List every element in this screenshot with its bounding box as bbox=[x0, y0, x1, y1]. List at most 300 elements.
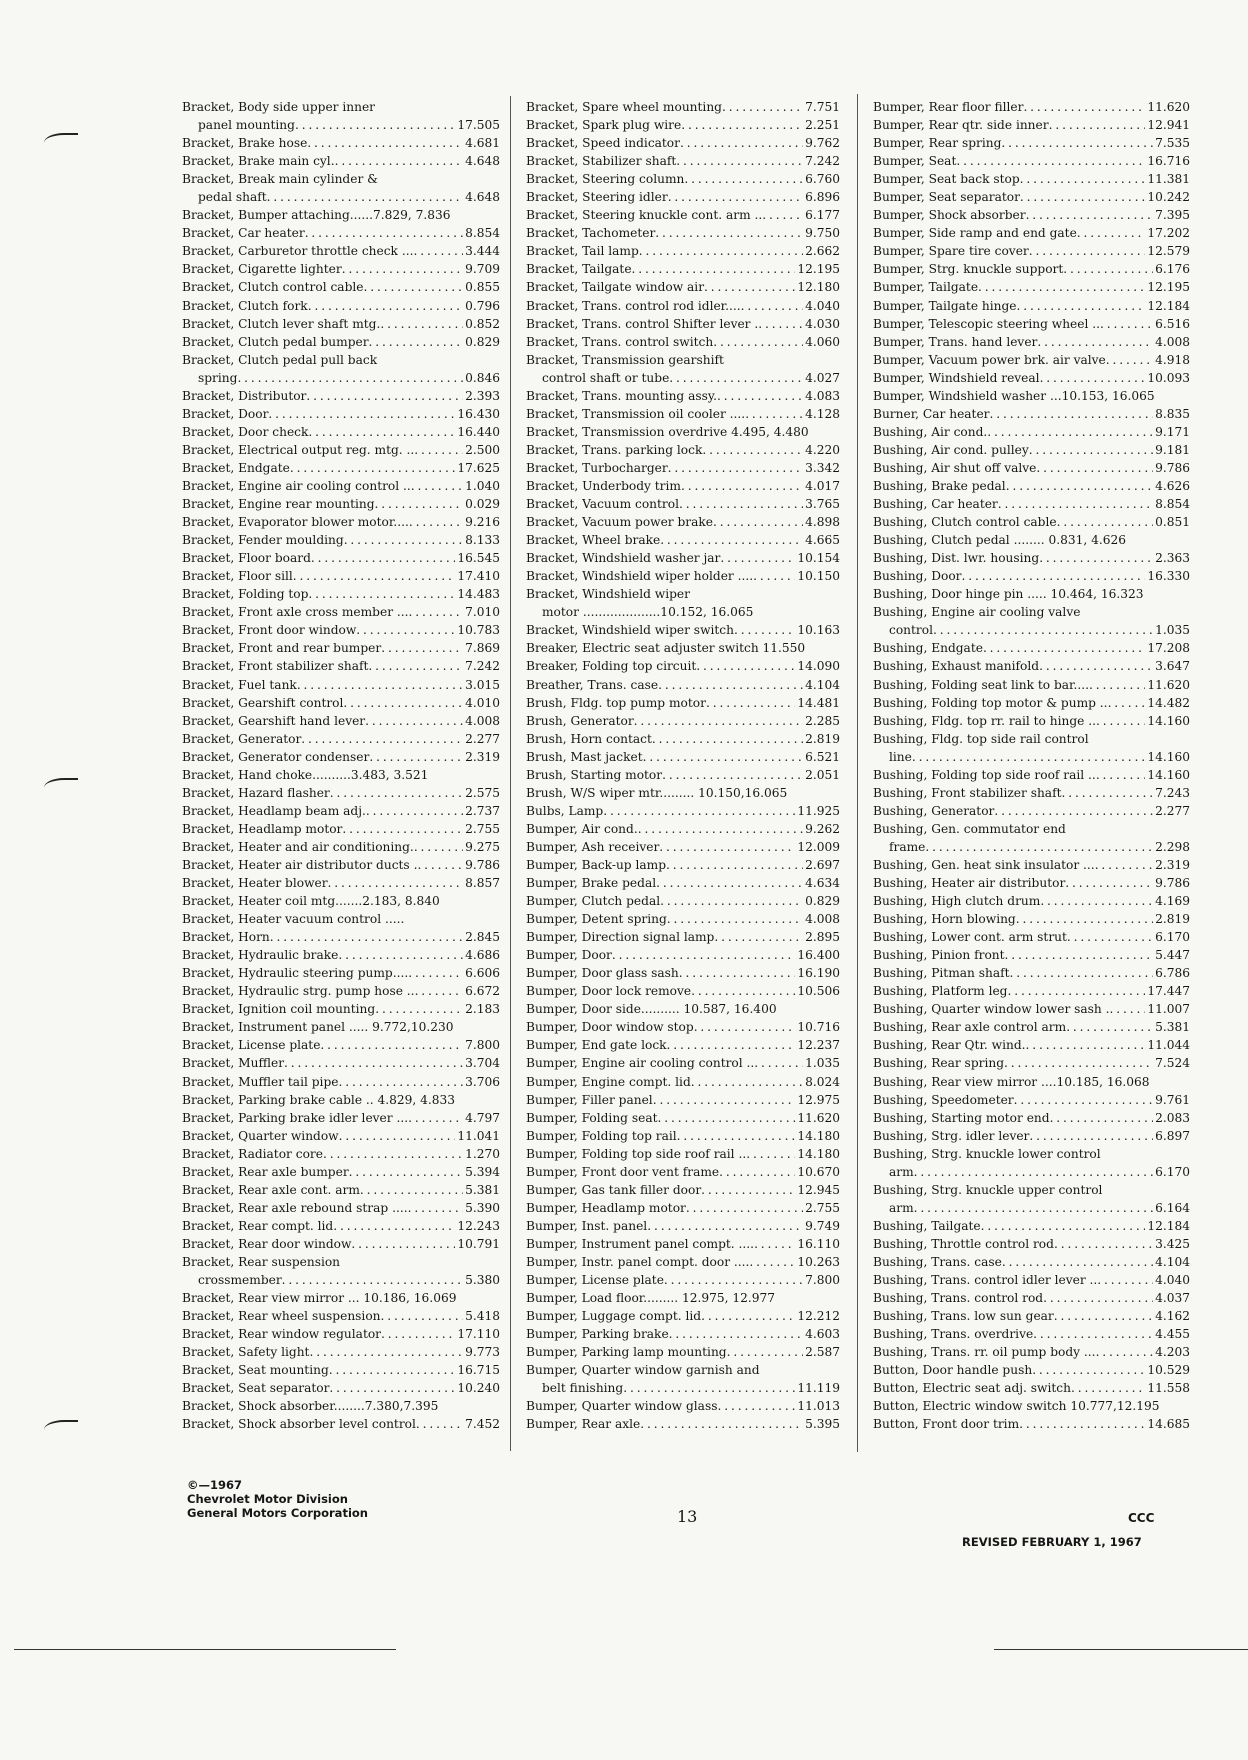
entry-reference: 7.524 bbox=[1155, 1056, 1190, 1071]
index-entry bbox=[873, 730, 1190, 748]
index-entry bbox=[182, 260, 500, 278]
index-entry bbox=[182, 694, 500, 712]
entry-label: Bushing, Rear spring bbox=[873, 1056, 1004, 1071]
index-entry bbox=[182, 657, 500, 675]
dot-leader bbox=[684, 170, 803, 188]
entry-label: arm bbox=[889, 1164, 914, 1179]
entry-reference: 4.634 bbox=[805, 876, 840, 891]
entry-reference: 4.010 bbox=[465, 695, 500, 710]
entry-reference: 4.220 bbox=[805, 442, 840, 457]
index-entry bbox=[526, 567, 840, 585]
entry-label: Bracket, Ignition coil mounting bbox=[182, 1002, 376, 1017]
entry-label: Bumper, Rear floor filler bbox=[873, 100, 1024, 114]
index-entry bbox=[873, 856, 1190, 874]
entry-label: Bracket, Trans. mounting assy. bbox=[526, 388, 718, 403]
entry-label: Bracket, Transmission oil cooler .... bbox=[526, 406, 746, 421]
index-entry bbox=[873, 152, 1190, 170]
entry-reference: 14.160 bbox=[1147, 749, 1190, 764]
index-entry bbox=[182, 1145, 500, 1163]
dot-leader bbox=[1002, 1253, 1153, 1271]
entry-reference: 2.319 bbox=[465, 749, 500, 764]
index-entry bbox=[873, 260, 1190, 278]
entry-label: Bumper, Inst. panel bbox=[526, 1218, 648, 1233]
entry-label: Bracket, Rear view mirror ... 10.186, 16.069 bbox=[182, 1291, 457, 1306]
dot-leader bbox=[753, 567, 795, 585]
index-entry bbox=[526, 621, 840, 639]
entry-reference: 10.263 bbox=[797, 1255, 840, 1269]
entry-label: Bracket, Brake hose bbox=[182, 136, 308, 151]
index-entry bbox=[182, 170, 500, 188]
entry-reference: 6.606 bbox=[465, 966, 500, 981]
index-entry bbox=[526, 260, 840, 278]
entry-label: Bumper, Rear qtr. side inner bbox=[873, 118, 1049, 133]
dot-leader bbox=[679, 495, 803, 513]
entry-label: Bumper, Instrument panel compt. .... bbox=[526, 1236, 755, 1251]
entry-label: Bumper, Rear axle bbox=[526, 1417, 641, 1432]
dot-leader bbox=[237, 369, 463, 387]
index-entry bbox=[873, 657, 1190, 675]
dot-leader bbox=[343, 694, 463, 712]
dot-leader bbox=[1096, 712, 1145, 730]
index-entry bbox=[182, 712, 500, 730]
entry-label: Bumper, End gate lock bbox=[526, 1038, 667, 1053]
entry-reference: 8.835 bbox=[1155, 406, 1190, 421]
dot-leader bbox=[745, 405, 803, 423]
entry-label: Bumper, Windshield washer ...10.153, 16.065 bbox=[873, 388, 1155, 403]
entry-label: Bulbs, Lamp bbox=[526, 803, 604, 818]
dot-leader bbox=[746, 1145, 795, 1163]
entry-label: Bracket, Transmission overdrive 4.495, 4.480 bbox=[526, 424, 809, 439]
entry-reference: 4.455 bbox=[1155, 1327, 1190, 1342]
index-entry bbox=[526, 639, 840, 657]
dot-leader bbox=[293, 567, 456, 585]
index-entry bbox=[526, 387, 840, 405]
entry-label: Bracket, Car heater bbox=[182, 226, 305, 241]
entry-label: Brush, Generator bbox=[526, 713, 634, 728]
entry-label: Bracket, Tailgate window air bbox=[526, 280, 705, 295]
index-entry bbox=[873, 982, 1190, 1000]
entry-reference: 4.203 bbox=[1155, 1345, 1190, 1360]
index-entry bbox=[873, 1379, 1190, 1397]
dot-leader bbox=[1010, 964, 1154, 982]
dot-leader bbox=[676, 152, 803, 170]
entry-label: Button, Electric window switch 10.777,12.195 bbox=[873, 1399, 1160, 1414]
dot-leader bbox=[268, 405, 455, 423]
entry-label: Bracket, Windshield washer jar bbox=[526, 551, 721, 566]
dot-leader bbox=[981, 1217, 1146, 1235]
entry-label: Bushing, Strg. idler lever bbox=[873, 1128, 1030, 1143]
entry-label: Bracket, Rear axle bumper bbox=[182, 1164, 349, 1179]
entry-label: Bracket, Radiator core bbox=[182, 1146, 323, 1161]
entry-label: Brush, Horn contact bbox=[526, 731, 652, 746]
index-entry bbox=[182, 1415, 500, 1433]
dot-leader bbox=[638, 820, 803, 838]
entry-reference: 7.452 bbox=[465, 1417, 500, 1432]
index-entry bbox=[873, 315, 1190, 333]
entry-label: Bumper, Trans. hand lever bbox=[873, 334, 1038, 349]
index-entry bbox=[182, 134, 500, 152]
entry-reference: 3.647 bbox=[1155, 659, 1190, 674]
index-entry bbox=[182, 459, 500, 477]
entry-reference: 2.819 bbox=[805, 731, 840, 746]
dot-leader bbox=[1001, 134, 1153, 152]
index-entry bbox=[873, 874, 1190, 892]
entry-reference: 12.975 bbox=[797, 1092, 840, 1107]
entry-label: Bumper, Clutch pedal bbox=[526, 894, 661, 909]
binder-hole-mark bbox=[44, 778, 78, 794]
dot-leader bbox=[987, 423, 1153, 441]
entry-reference: 2.083 bbox=[1155, 1110, 1190, 1125]
entry-reference: 4.898 bbox=[805, 515, 840, 530]
index-entry bbox=[526, 134, 840, 152]
entry-reference: 2.755 bbox=[805, 1200, 840, 1215]
dot-leader bbox=[1095, 856, 1153, 874]
entry-reference: 17.447 bbox=[1147, 984, 1190, 999]
entry-label: Brush, Mast jacket bbox=[526, 749, 643, 764]
entry-reference: 11.013 bbox=[797, 1399, 840, 1414]
index-entry bbox=[526, 766, 840, 784]
entry-label: Brush, W/S wiper mtr......... 10.150,16.065 bbox=[526, 785, 788, 800]
entry-label: Bumper, Headlamp motor bbox=[526, 1200, 686, 1215]
entry-reference: 2.051 bbox=[805, 767, 840, 782]
entry-reference: 7.535 bbox=[1155, 136, 1190, 151]
entry-reference: 9.262 bbox=[805, 821, 840, 836]
entry-reference: 4.681 bbox=[465, 136, 500, 151]
entry-reference: 0.851 bbox=[1155, 515, 1190, 530]
entry-label: Bracket, Windshield wiper holder .... bbox=[526, 569, 754, 584]
dot-leader bbox=[717, 1397, 795, 1415]
index-entry bbox=[182, 1036, 500, 1054]
entry-label: Bracket, Cigarette lighter bbox=[182, 262, 342, 277]
entry-label: Bumper, Front door vent frame bbox=[526, 1164, 720, 1179]
entry-label: Bracket, Parking brake cable .. 4.829, 4.833 bbox=[182, 1092, 456, 1107]
entry-reference: 17.202 bbox=[1147, 226, 1190, 241]
index-entry bbox=[873, 838, 1190, 856]
entry-label: Bushing, Endgate bbox=[873, 641, 983, 656]
entry-label: Bracket, Quarter window bbox=[182, 1128, 339, 1143]
index-entry bbox=[873, 278, 1190, 296]
dot-leader bbox=[632, 260, 796, 278]
dot-leader bbox=[1096, 766, 1146, 784]
entry-reference: 4.027 bbox=[805, 370, 840, 385]
index-entry bbox=[526, 1271, 840, 1289]
index-entry bbox=[182, 1163, 500, 1181]
entry-label: Bushing, Speedometer bbox=[873, 1092, 1014, 1107]
index-entry bbox=[182, 369, 500, 387]
entry-reference: 2.298 bbox=[1155, 839, 1190, 854]
dot-leader bbox=[669, 1325, 803, 1343]
index-entry bbox=[873, 802, 1190, 820]
index-entry bbox=[526, 1325, 840, 1343]
dot-leader bbox=[1061, 784, 1153, 802]
entry-reference: 5.418 bbox=[465, 1309, 500, 1324]
entry-label: Bumper, License plate bbox=[526, 1273, 664, 1288]
entry-label: Bracket, Body side upper inner bbox=[182, 100, 376, 114]
dot-leader bbox=[1020, 188, 1145, 206]
entry-reference: 9.786 bbox=[1155, 460, 1190, 475]
dot-leader bbox=[411, 477, 463, 495]
dot-leader bbox=[1049, 116, 1146, 134]
dot-leader bbox=[306, 387, 463, 405]
entry-reference: 4.104 bbox=[805, 677, 840, 692]
dot-leader bbox=[416, 1415, 463, 1433]
entry-reference: 7.242 bbox=[805, 154, 840, 169]
entry-label: Bumper, Telescopic steering wheel .. bbox=[873, 316, 1100, 331]
index-entry bbox=[873, 1361, 1190, 1379]
entry-label: Bracket, Shock absorber level control bbox=[182, 1417, 416, 1432]
entry-label: Bumper, Direction signal lamp bbox=[526, 930, 715, 945]
entry-label: Bracket, Rear axle cont. arm bbox=[182, 1182, 360, 1197]
dot-leader bbox=[912, 748, 1145, 766]
entry-reference: 0.855 bbox=[465, 280, 500, 295]
dot-leader bbox=[351, 1235, 455, 1253]
index-entry bbox=[873, 513, 1190, 531]
entry-reference: 17.110 bbox=[457, 1327, 500, 1342]
entry-label: arm bbox=[889, 1200, 914, 1215]
entry-reference: 2.755 bbox=[465, 821, 500, 836]
dot-leader bbox=[344, 531, 463, 549]
index-entry bbox=[526, 603, 840, 621]
entry-label: Bracket, Clutch pedal pull back bbox=[182, 352, 378, 367]
dot-leader bbox=[1106, 351, 1153, 369]
dot-leader bbox=[925, 838, 1153, 856]
section-code: CCC bbox=[1128, 1511, 1155, 1525]
dot-leader bbox=[364, 278, 464, 296]
entry-reference: 10.163 bbox=[797, 623, 840, 638]
entry-reference: 11.620 bbox=[1147, 677, 1190, 692]
binder-hole-mark bbox=[44, 133, 78, 149]
entry-reference: 4.128 bbox=[805, 406, 840, 421]
dot-leader bbox=[360, 1181, 463, 1199]
dot-leader bbox=[369, 748, 463, 766]
entry-label: Bumper, Parking brake bbox=[526, 1327, 669, 1342]
entry-reference: 12.180 bbox=[797, 280, 840, 295]
index-entry bbox=[526, 297, 840, 315]
entry-label: Bracket, Engine air cooling control .. bbox=[182, 478, 411, 493]
entry-label: crossmember bbox=[198, 1273, 282, 1288]
entry-reference: 2.363 bbox=[1155, 551, 1190, 566]
index-entry bbox=[873, 748, 1190, 766]
dot-leader bbox=[754, 1054, 803, 1072]
entry-label: pedal shaft bbox=[198, 190, 267, 205]
entry-reference: 11.119 bbox=[797, 1381, 840, 1396]
entry-label: Bracket, Generator bbox=[182, 731, 302, 746]
entry-reference: 2.895 bbox=[805, 930, 840, 945]
dot-leader bbox=[741, 297, 803, 315]
dot-leader bbox=[342, 260, 463, 278]
dot-leader bbox=[333, 1217, 455, 1235]
entry-reference: 14.090 bbox=[797, 659, 840, 674]
index-entry bbox=[526, 242, 840, 260]
entry-label: Bracket, Bumper attaching......7.829, 7.836 bbox=[182, 208, 451, 223]
entry-label: Bracket, Hand choke..........3.483, 3.521 bbox=[182, 767, 429, 782]
index-entry bbox=[182, 1379, 500, 1397]
entry-label: Bracket, Windshield wiper bbox=[526, 587, 690, 602]
entry-reference: 2.697 bbox=[805, 857, 840, 872]
entry-reference: 11.925 bbox=[797, 803, 840, 818]
entry-reference: 10.154 bbox=[797, 551, 840, 566]
entry-label: Bracket, Wheel brake bbox=[526, 533, 661, 548]
page-number: 13 bbox=[677, 1507, 698, 1526]
dot-leader bbox=[758, 315, 803, 333]
index-entry bbox=[526, 1018, 840, 1036]
dot-leader bbox=[311, 549, 455, 567]
entry-reference: 11.041 bbox=[457, 1128, 500, 1143]
entry-reference: 10.093 bbox=[1147, 370, 1190, 385]
entry-reference: 6.176 bbox=[1155, 262, 1190, 277]
entry-label: Bracket, Headlamp beam adj. bbox=[182, 803, 366, 818]
entry-reference: 6.897 bbox=[1155, 1128, 1190, 1143]
index-entry bbox=[526, 333, 840, 351]
dot-leader bbox=[349, 1163, 463, 1181]
dot-leader bbox=[681, 477, 803, 495]
entry-label: Bracket, Vacuum power brake bbox=[526, 515, 713, 530]
index-entry bbox=[182, 387, 500, 405]
entry-label: Bracket, Muffler bbox=[182, 1056, 285, 1071]
index-entry bbox=[526, 1235, 840, 1253]
entry-label: Bumper, Filler panel bbox=[526, 1092, 653, 1107]
dot-leader bbox=[320, 1036, 463, 1054]
entry-reference: 5.447 bbox=[1155, 948, 1190, 963]
entry-reference: 3.425 bbox=[1155, 1236, 1190, 1251]
index-entry bbox=[182, 1181, 500, 1199]
entry-reference: 9.750 bbox=[805, 226, 840, 241]
entry-reference: 9.275 bbox=[465, 839, 500, 854]
index-entry bbox=[526, 369, 840, 387]
dot-leader bbox=[680, 134, 803, 152]
entry-reference: 4.797 bbox=[465, 1110, 500, 1125]
entry-reference: 14.160 bbox=[1147, 767, 1190, 782]
dot-leader bbox=[713, 513, 803, 531]
entry-reference: 1.040 bbox=[465, 478, 500, 493]
entry-label: Bracket, Trans. control rod idler.... bbox=[526, 298, 741, 313]
index-entry bbox=[873, 892, 1190, 910]
entry-label: Bushing, Starting motor end bbox=[873, 1110, 1050, 1125]
dot-leader bbox=[1096, 1343, 1154, 1361]
entry-reference: 11.558 bbox=[1147, 1381, 1190, 1396]
entry-label: Bushing, Trans. low sun gear bbox=[873, 1309, 1054, 1324]
entry-reference: 2.575 bbox=[465, 785, 500, 800]
entry-label: Bushing, Strg. knuckle upper control bbox=[873, 1182, 1103, 1197]
entry-label: Bracket, Seat separator bbox=[182, 1381, 330, 1396]
entry-label: Bushing, Folding top motor & pump .. bbox=[873, 695, 1108, 710]
entry-reference: 17.505 bbox=[457, 118, 500, 133]
dot-leader bbox=[623, 1379, 795, 1397]
index-entry bbox=[873, 964, 1190, 982]
entry-label: Bushing, Folding seat link to bar.... bbox=[873, 677, 1090, 692]
entry-label: Bushing, Trans. control idler lever .. bbox=[873, 1273, 1098, 1288]
dot-leader bbox=[1023, 98, 1145, 116]
entry-label: Bracket, Heater blower bbox=[182, 876, 328, 891]
entry-label: Bumper, Tailgate bbox=[873, 280, 979, 295]
entry-reference: 16.440 bbox=[457, 424, 500, 439]
entry-label: Bracket, Front and rear bumper bbox=[182, 641, 382, 656]
entry-reference: 10.791 bbox=[457, 1236, 500, 1251]
index-entry bbox=[873, 531, 1190, 549]
index-entry bbox=[526, 405, 840, 423]
entry-label: Bracket, Rear wheel suspension bbox=[182, 1309, 381, 1324]
index-entry bbox=[182, 748, 500, 766]
index-entry bbox=[873, 477, 1190, 495]
entry-label: Bushing, Fldg. top side rail control bbox=[873, 731, 1089, 746]
dot-leader bbox=[1067, 928, 1153, 946]
entry-reference: 3.765 bbox=[805, 497, 840, 512]
index-entry bbox=[526, 116, 840, 134]
index-entry bbox=[873, 98, 1190, 116]
entry-label: Bumper, Engine compt. lid bbox=[526, 1074, 691, 1089]
index-entry bbox=[182, 1018, 500, 1036]
dot-leader bbox=[734, 621, 795, 639]
index-entry bbox=[873, 423, 1190, 441]
entry-reference: 0.846 bbox=[465, 370, 500, 385]
index-column-3 bbox=[873, 98, 1190, 1433]
index-entry bbox=[182, 1054, 500, 1072]
entry-reference: 4.083 bbox=[805, 388, 840, 403]
dot-leader bbox=[1032, 1361, 1145, 1379]
dot-leader bbox=[722, 98, 803, 116]
dot-leader bbox=[603, 802, 795, 820]
entry-label: Breather, Trans. case bbox=[526, 677, 659, 692]
index-entry bbox=[526, 1091, 840, 1109]
entry-reference: 5.390 bbox=[465, 1200, 500, 1215]
index-entry bbox=[182, 513, 500, 531]
index-entry bbox=[526, 278, 840, 296]
entry-reference: 4.104 bbox=[1155, 1255, 1190, 1269]
dot-leader bbox=[660, 531, 803, 549]
entry-label: Button, Door handle push bbox=[873, 1363, 1033, 1378]
index-entry bbox=[182, 676, 500, 694]
entry-label: Bracket, Electrical output reg. mtg. .. bbox=[182, 442, 415, 457]
entry-label: Button, Electric seat adj. switch bbox=[873, 1381, 1071, 1396]
entry-label: Bushing, Horn blowing bbox=[873, 912, 1016, 927]
entry-reference: 6.170 bbox=[1155, 930, 1190, 945]
corporation-line: General Motors Corporation bbox=[187, 1506, 368, 1520]
entry-reference: 6.177 bbox=[805, 208, 840, 223]
index-entry bbox=[182, 242, 500, 260]
entry-label: Bushing, Lower cont. arm strut bbox=[873, 930, 1067, 945]
index-entry bbox=[182, 910, 500, 928]
entry-reference: 9.181 bbox=[1155, 442, 1190, 457]
entry-label: Bracket, Horn bbox=[182, 930, 270, 945]
dot-leader bbox=[282, 1271, 463, 1289]
dot-leader bbox=[1008, 982, 1146, 1000]
dot-leader bbox=[1036, 459, 1153, 477]
dot-leader bbox=[655, 224, 803, 242]
entry-reference: 10.670 bbox=[797, 1164, 840, 1179]
entry-reference: 8.854 bbox=[1155, 497, 1190, 512]
dot-leader bbox=[1054, 1307, 1153, 1325]
dot-leader bbox=[717, 387, 803, 405]
dot-leader bbox=[989, 405, 1153, 423]
dot-leader bbox=[297, 676, 463, 694]
index-entry bbox=[873, 351, 1190, 369]
dot-leader bbox=[749, 1253, 795, 1271]
index-entry bbox=[182, 802, 500, 820]
dot-leader bbox=[640, 1415, 803, 1433]
entry-reference: 5.394 bbox=[465, 1164, 500, 1179]
entry-label: Bumper, Rear spring bbox=[873, 136, 1002, 151]
dot-leader bbox=[727, 1343, 804, 1361]
index-entry bbox=[526, 170, 840, 188]
entry-label: Bracket, Seat mounting bbox=[182, 1363, 329, 1378]
publisher-block bbox=[187, 1478, 368, 1520]
entry-reference: 10.150 bbox=[797, 569, 840, 584]
index-entry bbox=[182, 224, 500, 242]
index-entry bbox=[526, 856, 840, 874]
index-entry bbox=[526, 1036, 840, 1054]
dot-leader bbox=[1054, 1235, 1153, 1253]
index-entry bbox=[873, 820, 1190, 838]
